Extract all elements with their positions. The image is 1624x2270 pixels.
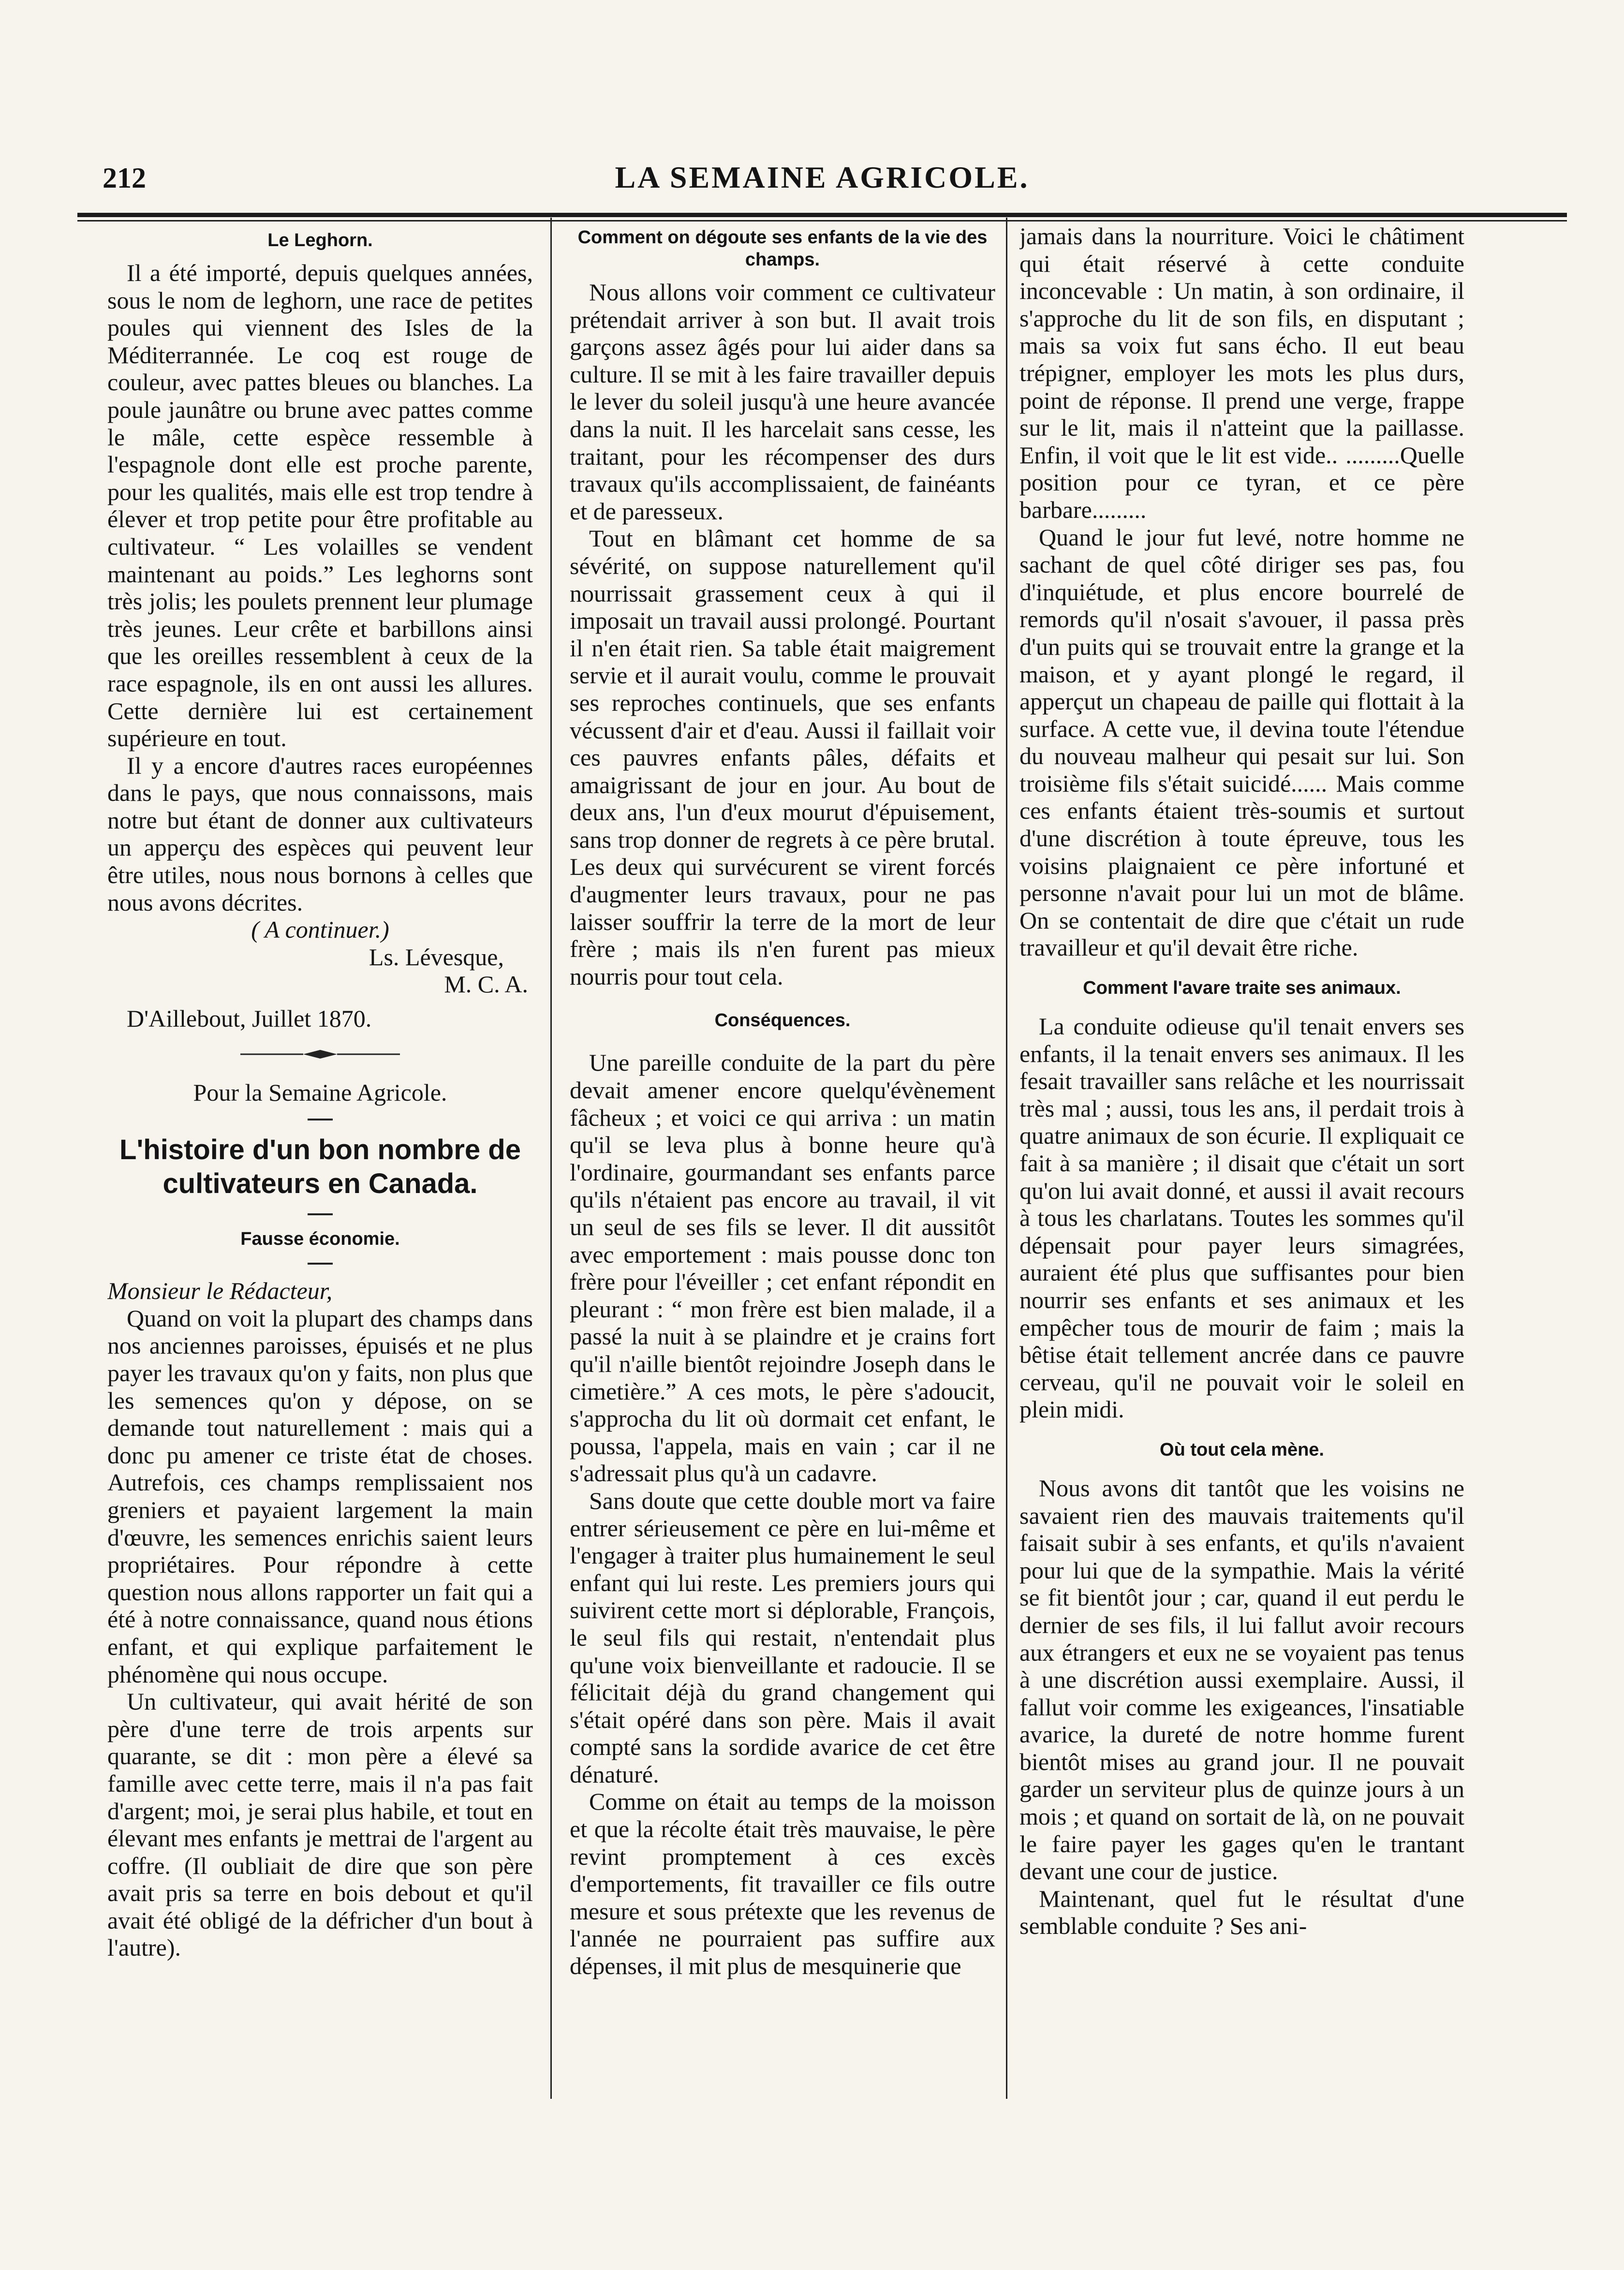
page-header [77, 156, 1567, 209]
column-1 [107, 222, 533, 2099]
section-title-consequences: Conséquences. [714, 1010, 851, 1031]
paragraph: Sans doute que cette double mort va faire entrer sérieusement ce père en lui-même et l'engager à traiter plus humainement le seul enfant qui lui reste. Les premiers jours qui suivirent cette mort si déplorable, François, le seul fils qui restait, n'entendait plus qu'une voix bienveillante et radoucie. Il se félicitait déjà du grand changement qui s'était opéré dans son père. Mais il avait compté sans la sordide avarice de cet être dénaturé. [570, 1487, 995, 1788]
paragraph: Un cultivateur, qui avait hérité de son père d'une terre de trois arpents sur quarante, se dit : mon père a élevé sa famille avec cette terre, mais il n'a pas fait d'argent; moi, je serai plus habile, et tout en élevant mes enfants je mettrai de l'argent au coffre. (Il oubliait de dire que son père avait pris sa terre en bois debout et qu'il avait été obligé de la défricher d'un bout à l'autre). [107, 1688, 533, 1961]
paragraph: Quand on voit la plupart des champs dans nos anciennes paroisses, épuisés et ne plus payer les travaux qu'on y faits, non plus que les semences qu'on y dépose, on se demande tout naturellement : mais qui a donc pu amener ce triste état de choses. Autrefois, ces champs remplissaient nos greniers et payaient largement la main d'œuvre, les semences enrichis saient leurs propriétaires. Pour répondre à cette question nous allons rapporter un fait qui a été à notre connaissance, quand nous étions enfant, et qui explique parfaitement le phénomène qui nous occupe. [107, 1304, 533, 1688]
author-name: Ls. Lévesque, [369, 943, 504, 971]
column-2 [570, 222, 995, 2099]
paragraph: jamais dans la nourriture. Voici le châtiment qui était réservé à cette conduite inconcevable : Un matin, à son ordinaire, il s'approche du lit de son fils, en disputant ; mais sa voix fut sans écho. Il eut beau trépigner, employer les mots les plus durs, point de réponse. Il prend une verge, frappe sur le lit, mais il n'atteint que la paillasse. Enfin, il voit que le lit est vide.. .........Quelle position pour ce tyran, et ce père barbare......... [1019, 222, 1464, 523]
page-number: 212 [103, 162, 146, 194]
column-rule-2 [1006, 218, 1007, 2099]
dateline: D'Aillebout, Juillet 1870. [127, 1005, 372, 1032]
ornamental-divider [240, 1049, 400, 1060]
section-title-ou-tout-cela-mene: Où tout cela mène. [1160, 1439, 1324, 1460]
paragraph: Tout en blâmant cet homme de sa sévérité, on suppose naturellement qu'il nourrissait grassement ceux à qui il imposait un travail aussi prolongé. Pourtant il n'en était rien. Sa table était maigrement servie et il aurait voulu, comme le prouvait ses reproches continuels, que ses enfants vécussent d'air et d'eau. Aussi il faillait voir ces pauvres enfants pâles, défaits et amaigrissant de jour en jour. Au bout de deux ans, l'un d'eux mourut d'épuisement, sans trop donner de regrets à ce père brutal. Les deux qui survécurent se virent forcés d'augmenter leurs travaux, pour ne pas laisser souffrir la terre de la mort de leur frère ; mais ils n'en furent pas mieux nourris pour tout cela. [570, 525, 995, 990]
paragraph: Une pareille conduite de la part du père devait amener encore quelqu'évènement fâcheux ; et voici ce qui arriva : un matin qu'il se leva plus à bonne heure qu'à l'ordinaire, gourmandant ses enfants parce qu'ils n'étaient pas encore au travail, il vit un seul de ses fils se lever. Il dit aussitôt avec emportement : mais pousse donc ton frère pour l'éveiller ; cet enfant répondit en pleurant : “ mon frère est bien malade, il a passé la nuit à se plaindre et je crains fort qu'il n'aille bientôt rejoindre Joseph dans le cimetière.” A ces mots, le père s'adoucit, s'approcha du lit où dormait cet enfant, le poussa, l'appela, mais en vain ; car il ne s'adressait plus qu'à un cadavre. [570, 1049, 995, 1487]
short-dash [308, 1213, 333, 1215]
paragraph: Nous allons voir comment ce cultivateur prétendait arriver à son but. Il avait trois garçons assez âgés pour lui aider dans sa culture. Il se mit à les faire travailler depuis le lever du soleil jusqu'à une heure avancée dans la nuit. Il les harcelait sans cesse, les traitant, pour les récompenser des durs travaux qu'ils accomplissaient, de fainéants et de paresseux. [570, 279, 995, 525]
short-dash [308, 1263, 333, 1265]
pour-la-semaine: Pour la Semaine Agricole. [193, 1078, 447, 1106]
section-title-degoute: Comment on dégoute ses enfants de la vie des champs. [577, 227, 988, 270]
column-rule-1 [550, 218, 552, 2099]
short-dash [308, 1119, 333, 1120]
paragraph: Maintenant, quel fut le résultat d'une semblable conduite ? Ses ani- [1019, 1885, 1464, 1940]
section-title-avare-animaux: Comment l'avare traite ses animaux. [1083, 978, 1401, 999]
to-be-continued: ( A continuer.) [251, 916, 389, 943]
running-title: LA SEMAINE AGRICOLE. [615, 160, 1030, 194]
salutation: Monsieur le Rédacteur, [107, 1277, 333, 1305]
column-3 [1019, 222, 1464, 2099]
section-title-fausse-economie: Fausse économie. [240, 1229, 400, 1250]
paragraph: La conduite odieuse qu'il tenait envers ses enfants, il la tenait envers ses animaux. Il les fesait travailler sans relâche et les nourrissait très mal ; aussi, tous les ans, il perdait trois à quatre animaux de son écurie. Il expliquait ce fait à sa manière ; il disait que c'était un sort qu'on lui avait donné, et aussi il avait recours à tous les charlatans. Toutes les sommes qu'il dépensait pour payer leurs simagrées, auraient été plus que suffisantes pour bien nourrir ses enfants et ses animaux et les empêcher tous de mourir de faim ; mais la bêtise était tellement ancrée dans ce pauvre cerveau, qu'il ne pouvait voir le soleil en plein midi. [1019, 1013, 1464, 1423]
header-rule-thick [77, 213, 1567, 217]
paragraph: Comme on était au temps de la moisson et que la récolte était très mauvaise, le père revint promptement à ces excès d'emportements, fit travailler ce fils outre mesure et sous prétexte que les revenus de l'année ne pourraient pas suffire aux dépenses, il mit plus de mesquinerie que [570, 1788, 995, 1980]
paragraph: Quand le jour fut levé, notre homme ne sachant de quel côté diriger ses pas, fou d'inquiétude, et plus encore bourrelé de remords qu'il n'osait s'avouer, il passa près d'un puits qui se trouvait entre la grange et la maison, et y ayant plongé le regard, il apperçut un chapeau de paille qui flottait à la surface. A cette vue, il devina toute l'étendue du nouveau malheur qui pesait sur lui. Son troisième fils s'était suicidé...... Mais comme ces enfants étaient très-soumis et surtout d'une discrétion à toute épreuve, tous les voisins plaignaient ce père infortuné et personne n'avait pour lui un mot de blâme. On se contentait de dire que c'était un rude travailleur et qu'il devait être riche. [1019, 523, 1464, 961]
header-rule-thin [77, 220, 1567, 221]
paragraph: Il y a encore d'autres races européennes dans le pays, que nous connaissons, mais notre but étant de donner aux cultivateurs un apperçu des espèces qui peuvent leur être utiles, nous nous bornons à celles que nous avons décrites. [107, 752, 533, 916]
author-title: M. C. A. [444, 971, 528, 998]
paragraph: Il a été importé, depuis quelques années, sous le nom de leghorn, une race de petites poules qui viennent des Isles de la Méditerrannée. Le coq est rouge de couleur, avec pattes bleues ou blanches. La poule jaunâtre ou brune avec pattes comme le mâle, cette espèce ressemble à l'espagnole dont elle est proche parente, pour les qualités, mais elle est trop tendre à élever et trop petite pour être profitable au cultivateur. “ Les volailles se vendent maintenant au poids.” Les leghorns sont très jolis; les poulets prennent leur plumage très jeunes. Leur crête et barbillons ainsi que les oreilles ressemblent à ceux de la race espagnole, ils en ont aussi les allures. Cette dernière lui est certainement supérieure en tout. [107, 259, 533, 752]
section-title-leghorn: Le Leghorn. [267, 230, 373, 251]
paragraph: Nous avons dit tantôt que les voisins ne savaient rien des mauvais traitements qu'il faisait subir à ses enfants, et qu'ils n'avaient pour lui que de la sympathie. Mais la vérité se fit bientôt jour ; car, quand il eut perdu le dernier de ses fils, il lui fallut avoir recours aux étrangers et eux ne se voyaient pas tenus à une discrétion aussi exemplaire. Aussi, il fallut voir comme les exigeances, l'insatiable avarice, la dureté de notre homme furent bientôt mises au grand jour. Il ne pouvait garder un serviteur plus de quinze jours à un mois ; et quand on sortait de là, on ne pouvait le faire payer les gages qu'en le trantant devant une cour de justice. [1019, 1474, 1464, 1885]
article-title: L'histoire d'un bon nombre de cultivateurs en Canada. [119, 1134, 521, 1200]
